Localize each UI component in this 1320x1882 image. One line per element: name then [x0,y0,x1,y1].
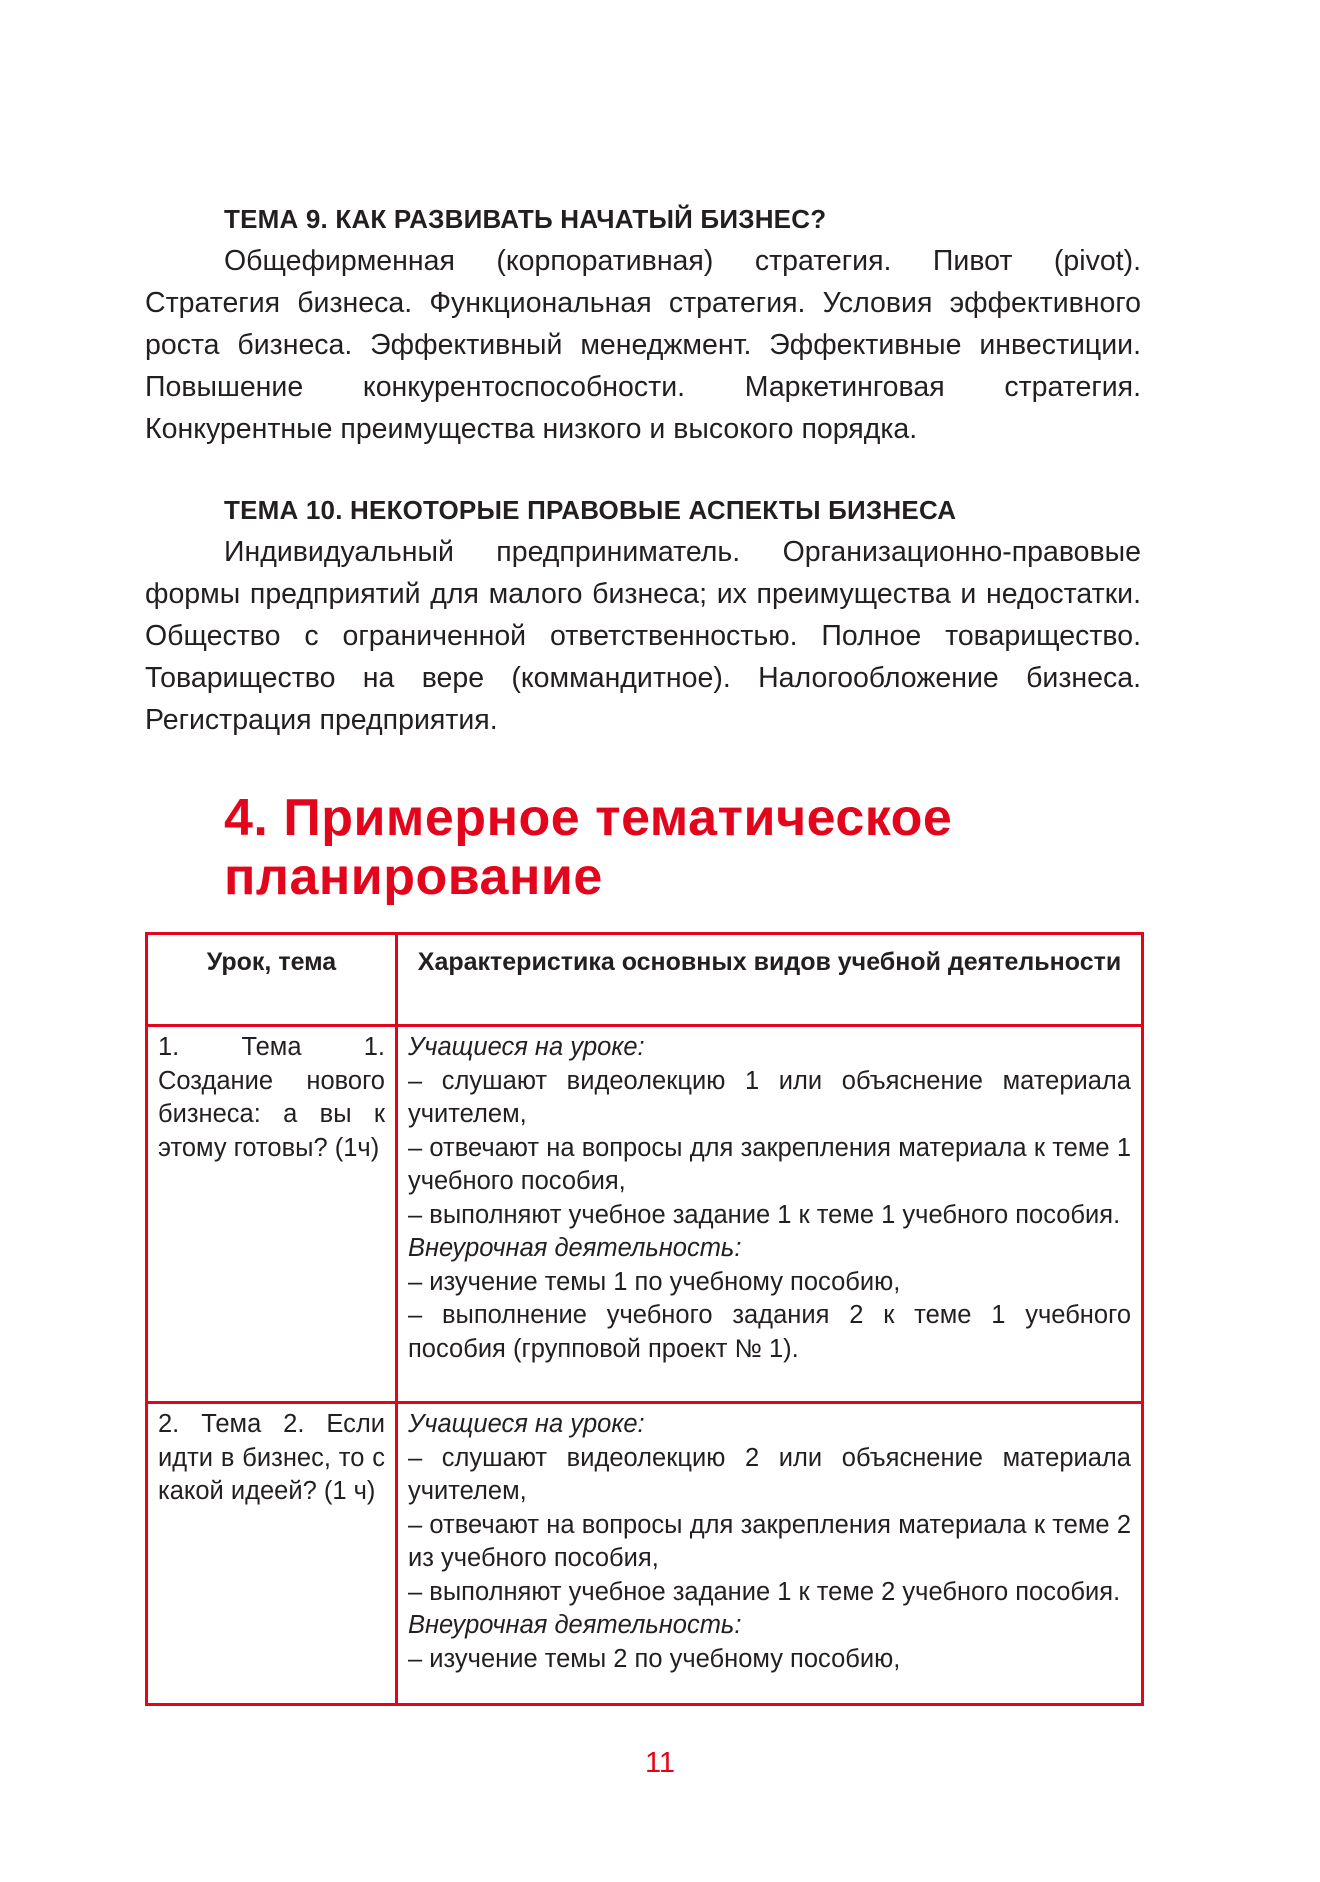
list-item: – отвечают на вопросы для закрепления материала к теме 1 учебного пособия, [408,1133,1131,1195]
section-title [224,789,1124,907]
header-activities: Характеристика основных видов учебной деятельности [397,934,1143,1026]
extra-activities-label: Внеурочная деятельность: [408,1234,742,1262]
topic-10-section [145,495,1141,741]
in-class-label: Учащиеся на уроке: [408,1410,645,1438]
section-title-line-2: планирование [224,848,603,906]
table-header-row [147,934,1143,1026]
activities-cell [397,1026,1143,1403]
table-row [147,1026,1143,1403]
list-item: – слушают видеолекцию 2 или объяснение материала учителем, [408,1443,1131,1505]
planning-table [145,932,1144,1706]
section-title-line-1: 4. Примерное тематическое [224,789,953,847]
list-item: – выполнение учебного задания 2 к теме 1 учебного пособия (групповой проект № 1). [408,1301,1131,1363]
list-item: – выполняют учебное задание 1 к теме 1 учебного пособия. [408,1200,1121,1229]
list-item: – изучение темы 1 по учебному пособию, [408,1267,901,1296]
list-item: – слушают видеолекцию 1 или объяснение материала учителем, [408,1066,1131,1128]
topic-10-heading: ТЕМА 10. НЕКОТОРЫЕ ПРАВОВЫЕ АСПЕКТЫ БИЗНЕСА [224,495,957,525]
topic-9-body: Общефирменная (корпоративная) стратегия. Пивот (pivot). Стратегия бизнеса. Функциональная стратегия. Условия эффективного роста бизнеса. Эффективный менеджмент. Эффективные инвестиции. Повышение конкурентоспособности. Маркетинговая стратегия. Конкурентные преимущества низкого и высокого порядка. [145,245,1141,445]
list-item: – отвечают на вопросы для закрепления материала к теме 2 из учебного пособия, [408,1510,1131,1572]
activities-cell [397,1403,1143,1705]
list-item: – изучение темы 2 по учебному пособию, [408,1644,901,1673]
in-class-label: Учащиеся на уроке: [408,1033,645,1061]
topic-10-body: Индивидуальный предприниматель. Организационно-правовые формы предприятий для малого бизнеса; их преимущества и недостатки. Общество с ограниченной ответственностью. Полное товарищество. Товарищество на вере (коммандитное). Налогообложение бизнеса. Регистрация предприятия. [145,536,1141,736]
lesson-cell: 2. Тема 2. Если идти в бизнес, то с какой идеей? (1 ч) [147,1403,397,1705]
topic-9-heading: ТЕМА 9. КАК РАЗВИВАТЬ НАЧАТЫЙ БИЗНЕС? [224,204,827,234]
lesson-cell: 1. Тема 1. Создание нового бизнеса: а вы к этому готовы? (1ч) [147,1026,397,1403]
extra-activities-label: Внеурочная деятельность: [408,1611,742,1639]
page-number: 11 [644,1747,676,1779]
header-lesson: Урок, тема [147,934,397,1026]
list-item: – выполняют учебное задание 1 к теме 2 учебного пособия. [408,1577,1121,1606]
topic-9-section [145,204,1141,450]
table-row [147,1403,1143,1705]
